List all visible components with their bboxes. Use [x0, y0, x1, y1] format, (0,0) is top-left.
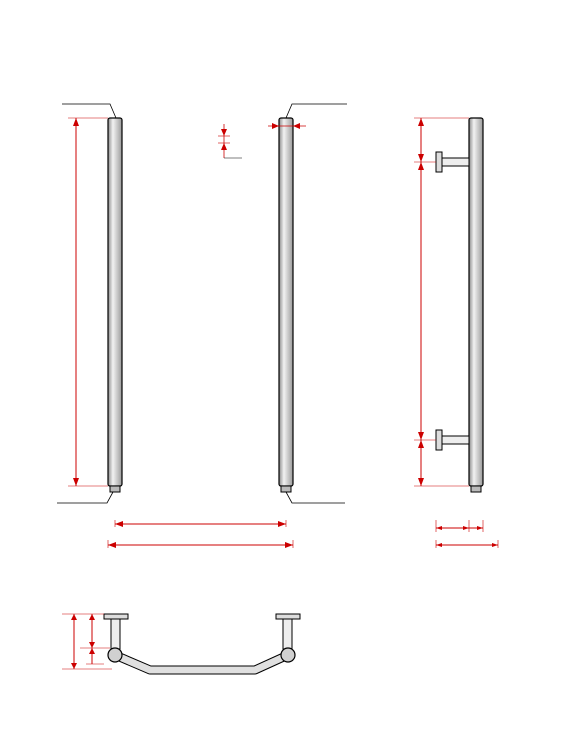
left-thread [110, 486, 120, 492]
side-horizontal-dimensions [436, 520, 498, 548]
top-right-pipe [281, 648, 295, 662]
thread-left-leader [57, 492, 113, 503]
right-thread [281, 486, 291, 492]
width-outer-dimension [108, 540, 293, 548]
rung-diameter-dimension [218, 124, 242, 158]
mayevsky-leader [286, 104, 347, 118]
top-left-pipe [108, 648, 122, 662]
top-right-bracket [276, 614, 300, 649]
upper-bracket [436, 152, 469, 172]
top-view-dimensions [62, 614, 112, 669]
side-thread [471, 486, 481, 492]
lower-bracket [436, 430, 469, 450]
left-pipe [108, 118, 122, 486]
width-inner-dimension [115, 520, 286, 527]
top-left-bracket [104, 614, 128, 649]
side-pipe [469, 118, 483, 486]
front-view [57, 104, 347, 548]
thread-right-leader [286, 492, 345, 503]
right-pipe [279, 118, 293, 486]
total-height-dimension [68, 118, 108, 486]
plug-leader [62, 104, 116, 118]
top-view [62, 614, 300, 670]
side-view [414, 118, 498, 548]
